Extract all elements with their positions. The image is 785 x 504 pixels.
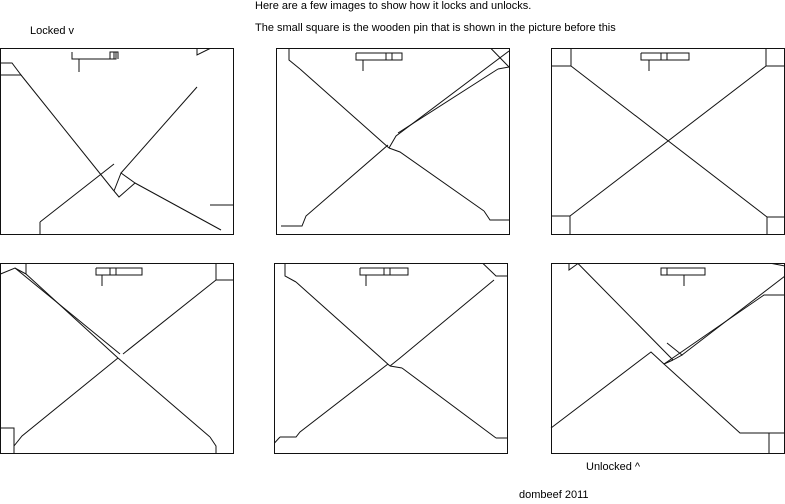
wooden-pin (110, 52, 116, 59)
credit-label: dombeef 2011 (519, 489, 589, 501)
lock-panel-4 (0, 262, 236, 456)
lock-panel-5 (274, 262, 510, 456)
wooden-pin (110, 268, 116, 275)
wooden-pin (386, 53, 392, 60)
unlocked-label: Unlocked ^ (586, 461, 641, 473)
wooden-pin (661, 53, 667, 60)
page-title: Here are a few images to show how it locks and unlocks. (255, 0, 532, 12)
lock-panel-3 (551, 45, 785, 236)
wooden-pin (384, 268, 390, 275)
wooden-pin (661, 268, 667, 275)
pin-note: The small square is the wooden pin that is shown in the picture before this (255, 22, 616, 34)
lock-panel-1 (0, 45, 236, 236)
lock-panel-2 (276, 45, 512, 236)
lock-panel-6 (551, 262, 785, 456)
locked-label: Locked v (30, 25, 75, 37)
